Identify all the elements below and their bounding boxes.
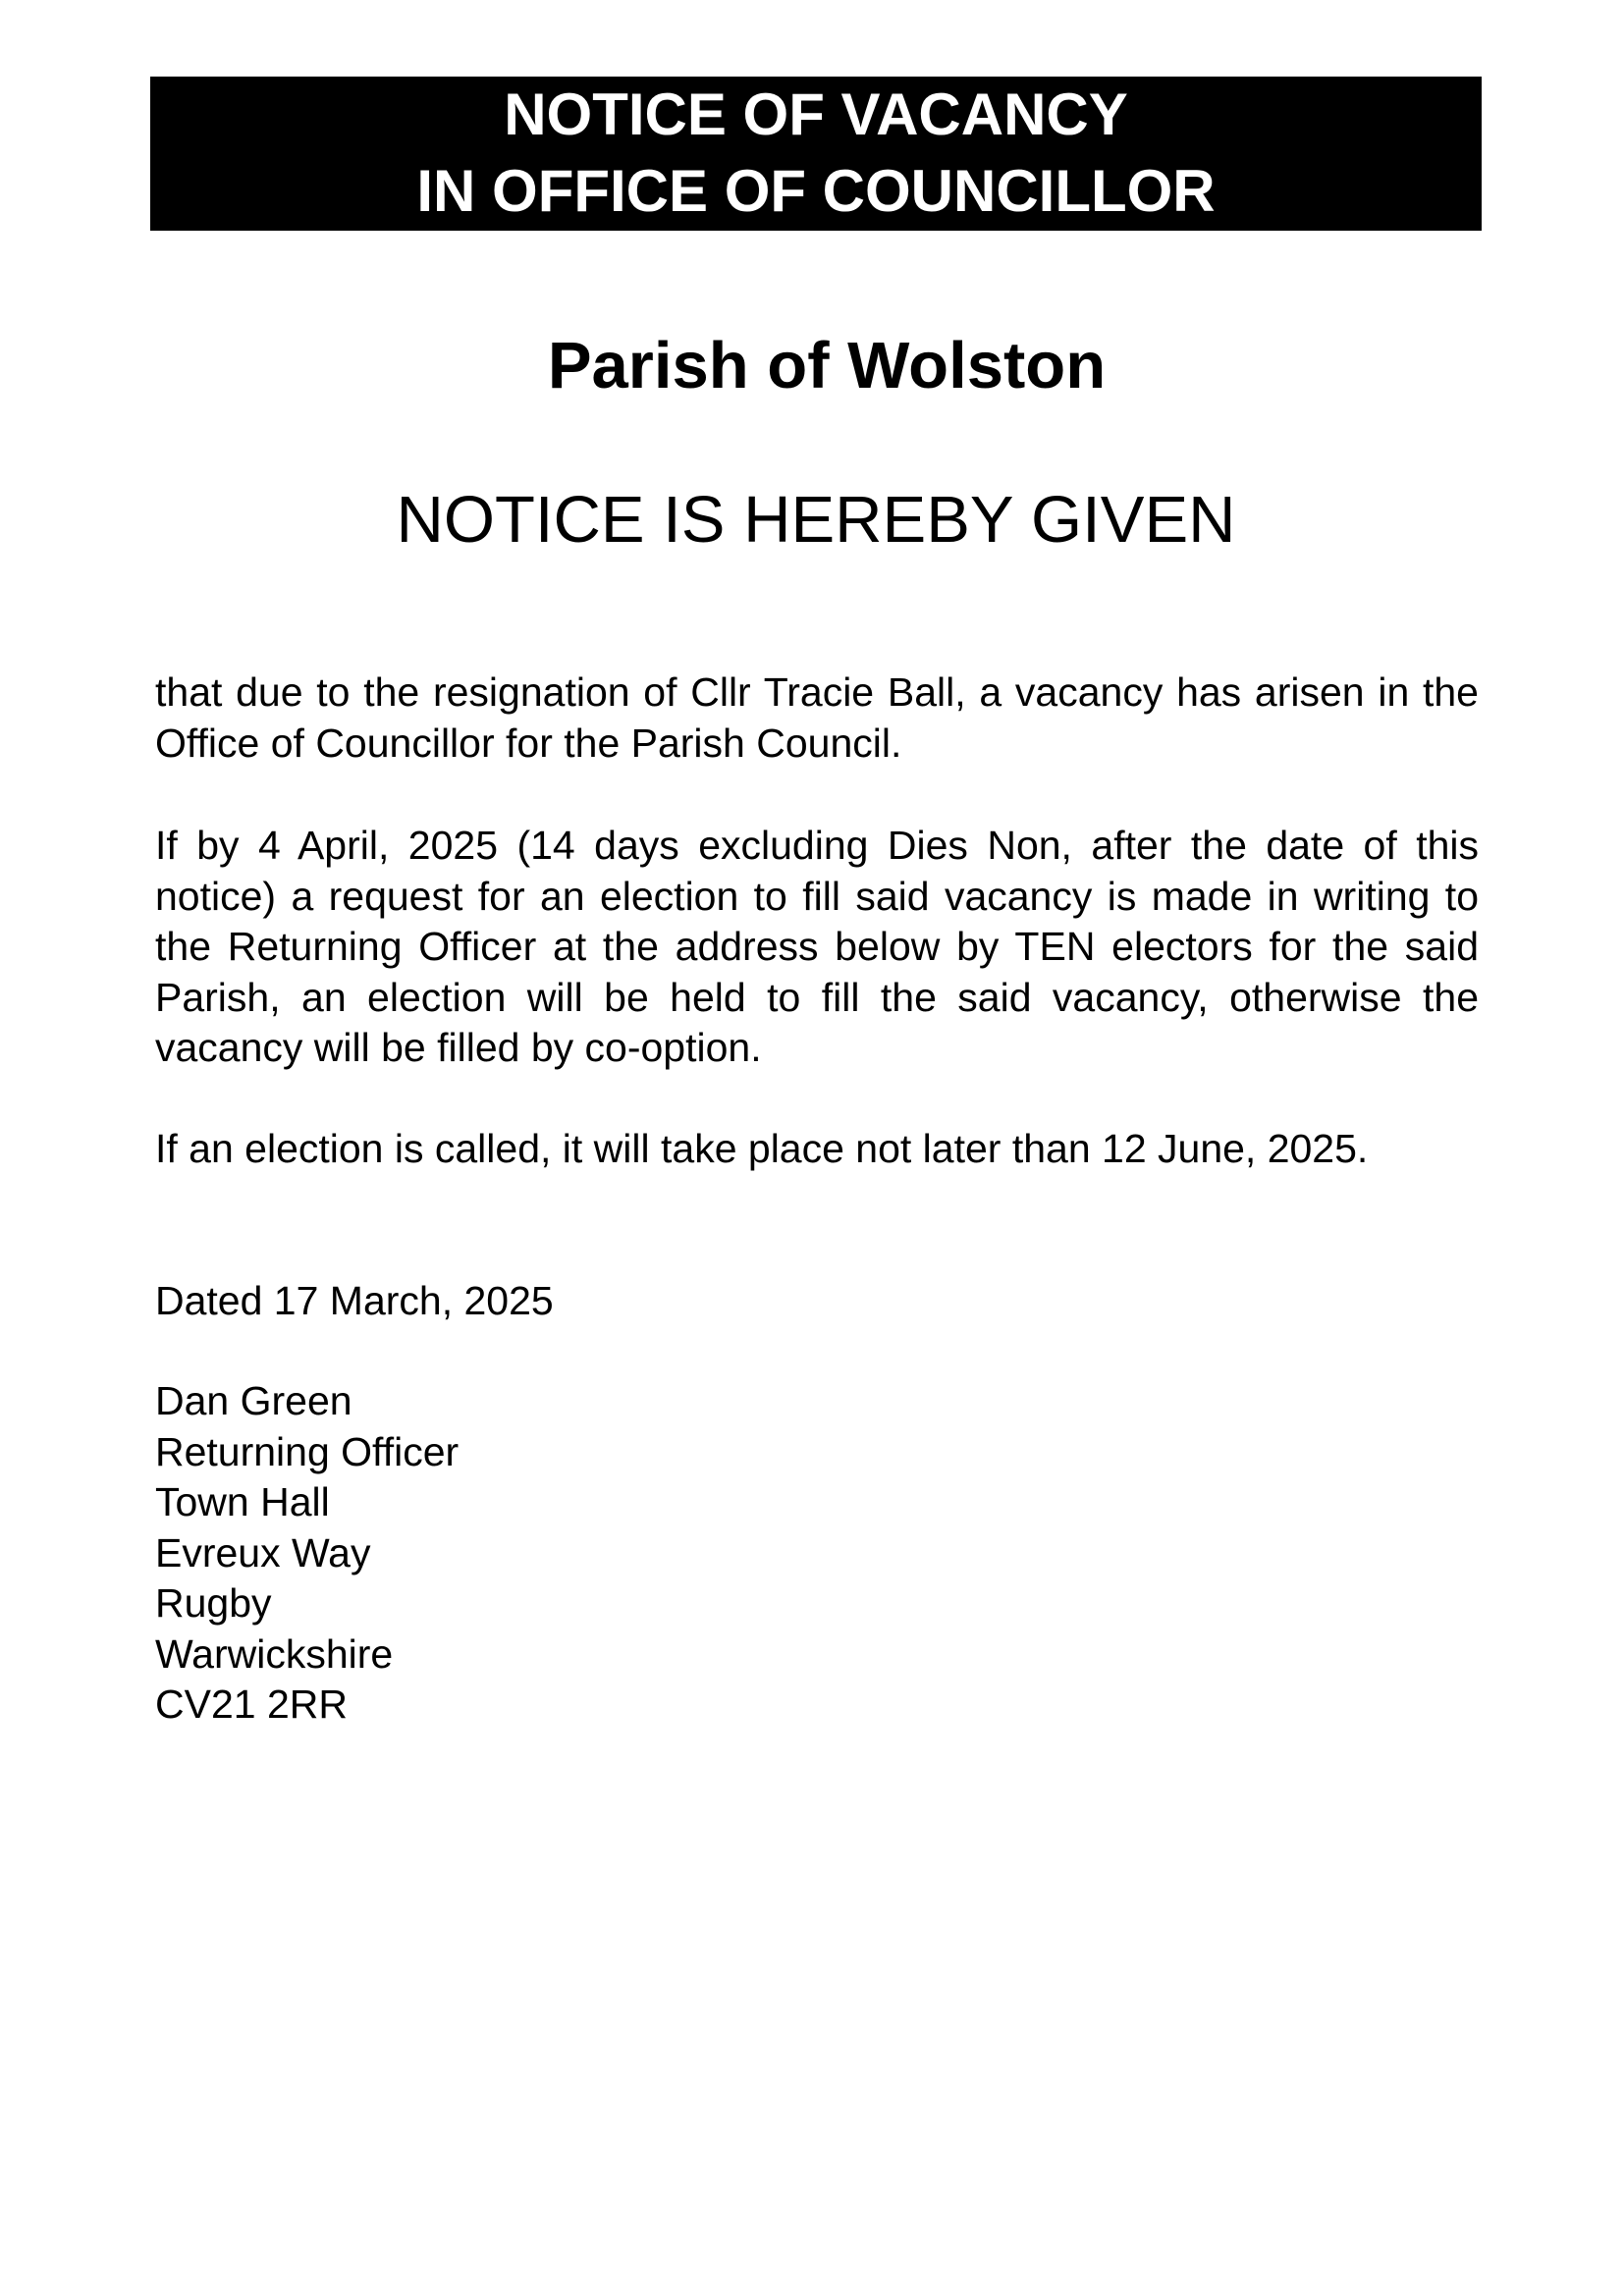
address-line: Warwickshire: [155, 1630, 394, 1677]
signatory-title: Returning Officer: [155, 1428, 460, 1474]
signatory-block: [155, 1376, 459, 1731]
paragraph-resignation: that due to the resignation of Cllr Tracie Ball, a vacancy has arisen in the Office of Councillor for the Parish Council.: [155, 669, 1479, 766]
date-line: Dated 17 March, 2025: [155, 1278, 554, 1323]
parish-title: Parish of Wolston: [547, 329, 1107, 402]
address-line: Rugby: [155, 1580, 272, 1626]
signatory-name: Dan Green: [155, 1378, 352, 1423]
paragraph-election-request: If by 4 April, 2025 (14 days excluding Dies Non, after the date of this notice) a request for an election to fill said vacancy is made in writing to the Returning Officer at the address below by TEN electors for the said Parish, an election will be held to fill the said vacancy, otherwise the vacancy will be filled by co-option.: [155, 823, 1479, 1070]
address-line: Town Hall: [155, 1479, 330, 1524]
banner-title-line-1: NOTICE OF VACANCY: [504, 81, 1128, 147]
address-postcode: CV21 2RR: [155, 1682, 348, 1727]
address-line: Evreux Way: [155, 1529, 371, 1575]
notice-heading: NOTICE IS HEREBY GIVEN: [396, 483, 1236, 557]
notice-banner: [150, 77, 1482, 231]
banner-title-line-2: IN OFFICE OF COUNCILLOR: [416, 158, 1216, 224]
paragraph-election-date: If an election is called, it will take place not later than 12 June, 2025.: [155, 1126, 1369, 1171]
